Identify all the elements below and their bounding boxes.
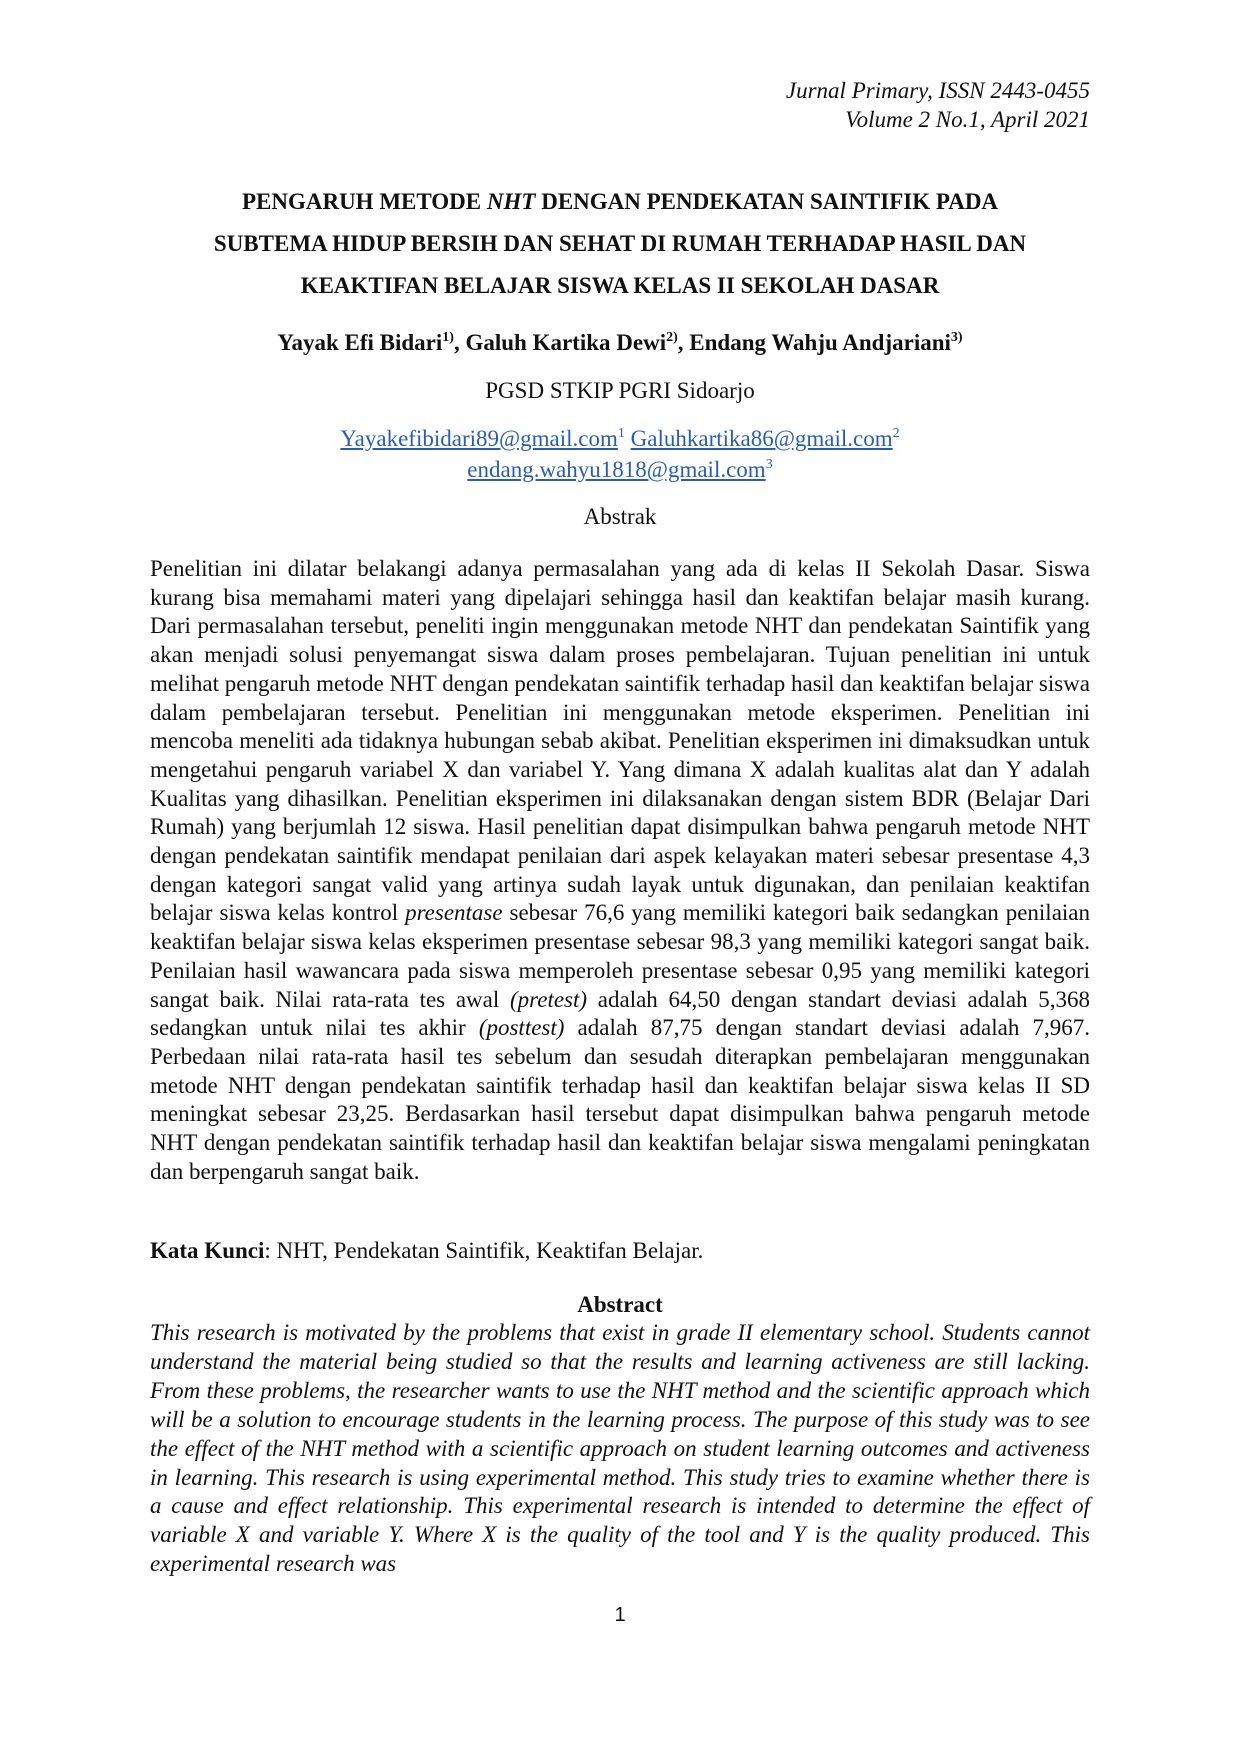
keywords bbox=[150, 1236, 1090, 1266]
title-text: DENGAN PENDEKATAN SAINTIFIK PADA bbox=[535, 189, 999, 214]
abstrak-text: sebesar 76,6 yang memiliki kategori baik sedangkan penilaian keaktifan belajar siswa kelas eksperimen presentase sebesar 98,3 yang memiliki kategori sangat baik. Penilaian hasil wawancara pada siswa memperoleh presentase sebesar 0,95 yang memiliki kategori sangat baik. Nilai rata-rata tes awal bbox=[150, 900, 1091, 1012]
keywords-text: : NHT, Pendekatan Saintifik, Keaktifan Belajar. bbox=[264, 1238, 704, 1263]
email-link[interactable]: Yayakefibidari89@gmail.com bbox=[340, 426, 618, 451]
author-name: Galuh Kartika Dewi bbox=[465, 330, 667, 355]
author-affiliation-mark: 3) bbox=[950, 330, 963, 345]
journal-header bbox=[786, 76, 1090, 134]
email-link[interactable]: Galuhkartika86@gmail.com bbox=[630, 426, 893, 451]
abstrak-text: adalah 87,75 dengan standart deviasi adalah 7,967. Perbedaan nilai rata-rata hasil tes sebelum dan sesudah diterapkan pembelajaran menggunakan metode NHT dengan pendekatan saintifik terhadap hasil dan keaktifan belajar siswa kelas II SD meningkat sebesar 23,25. Berdasarkan hasil tersebut dapat disimpulkan bahwa pengaruh metode NHT dengan pendekatan saintifik terhadap hasil dan keaktifan belajar siswa mengalami peningkatan dan berpengaruh sangat baik. bbox=[150, 1015, 1090, 1184]
journal-name: Jurnal Primary, ISSN 2443-0455 bbox=[785, 78, 1090, 103]
page-number: 1 bbox=[614, 1604, 626, 1626]
abstrak-italic-term: (pretest) bbox=[509, 986, 588, 1012]
paper-title bbox=[150, 181, 1090, 307]
author-separator: , bbox=[453, 330, 466, 355]
affiliation: PGSD STKIP PGRI Sidoarjo bbox=[485, 378, 755, 403]
abstract-heading: Abstract bbox=[577, 1292, 663, 1317]
abstrak-text: adalah 64,50 dengan standart deviasi adalah 5,368 sedangkan untuk nilai tes akhir bbox=[150, 986, 1091, 1041]
author-name: Endang Wahju Andjariani bbox=[689, 330, 951, 355]
email-link[interactable]: endang.wahyu1818@gmail.com bbox=[467, 457, 766, 482]
title-line-2: SUBTEMA HIDUP BERSIH DAN SEHAT DI RUMAH TERHADAP HASIL DAN bbox=[213, 231, 1027, 256]
journal-volume: Volume 2 No.1, April 2021 bbox=[845, 107, 1090, 132]
title-text: PENGARUH METODE bbox=[241, 189, 487, 214]
title-italic-term: NHT bbox=[486, 189, 536, 214]
email-line-2 bbox=[150, 454, 1090, 485]
email-mark: 1 bbox=[617, 426, 625, 441]
author-list bbox=[150, 328, 1090, 358]
keywords-label: Kata Kunci bbox=[150, 1238, 265, 1263]
title-line-3: KEAKTIFAN BELAJAR SISWA KELAS II SEKOLAH DASAR bbox=[300, 273, 940, 298]
author-affiliation-mark: 2) bbox=[666, 330, 678, 345]
abstrak-text: Penelitian ini dilatar belakangi adanya permasalahan yang ada di kelas II Sekolah Dasar. Siswa kurang bisa memahami materi yang dipelajari sehingga hasil dan keaktifan belajar masih kurang. Dari permasalahan tersebut, peneliti ingin menggunakan metode NHT dan pendekatan Saintifik yang akan menjadi solusi penyemangat siswa dalam proses pembelajaran. Tujuan penelitian ini untuk melihat pengaruh metode NHT dengan pendekatan saintifik terhadap hasil dan keaktifan belajar siswa dalam pembelajaran tersebut. Penelitian ini menggunakan metode eksperimen. Penelitian ini mencoba meneliti ada tidaknya hubungan sebab akibat. Penelitian eksperimen ini dimaksudkan untuk mengetahui pengaruh variabel X dan variabel Y. Yang dimana X adalah kualitas alat dan Y adalah Kualitas yang dihasilkan. Penelitian eksperimen ini dilaksanakan dengan sistem BDR (Belajar Dari Rumah) yang berjumlah 12 siswa. Hasil penelitian dapat disimpulkan bahwa pengaruh metode NHT dengan pendekatan saintifik mendapat penilaian dari aspek kelayakan materi sebesar presentase 4,3 dengan kategori sangat valid yang artinya sudah layak untuk digunakan, dan penilaian keaktifan belajar siswa kelas kontrol bbox=[150, 556, 1090, 926]
abstrak-heading: Abstrak bbox=[583, 504, 657, 529]
author-name: Yayak Efi Bidari bbox=[277, 330, 443, 355]
email-mark: 3 bbox=[765, 457, 773, 472]
abstract-body: This research is motivated by the problems that exist in grade II elementary school. Students cannot understand the material being studied so that the results and learning activeness are still lacking. From these problems, the researcher wants to use the NHT method and the scientific approach which will be a solution to encourage students in the learning process. The purpose of this study was to see the effect of the NHT method with a scientific approach on student learning outcomes and activeness in learning. This research is using experimental method. This study tries to examine whether there is a cause and effect relationship. This experimental research is intended to determine the effect of variable X and variable Y. Where X is the quality of the tool and Y is the quality produced. This experimental research was bbox=[150, 1320, 1090, 1577]
abstrak-italic-term: presentase bbox=[405, 900, 503, 926]
email-mark: 2 bbox=[892, 426, 900, 441]
author-affiliation-mark: 1) bbox=[442, 330, 454, 345]
author-separator: , bbox=[677, 330, 690, 355]
email-line-1 bbox=[150, 423, 1090, 454]
abstrak-italic-term: (posttest) bbox=[478, 1015, 565, 1041]
title-line-1 bbox=[150, 181, 1090, 223]
author-emails bbox=[150, 423, 1090, 485]
abstrak-body bbox=[150, 555, 1090, 1186]
